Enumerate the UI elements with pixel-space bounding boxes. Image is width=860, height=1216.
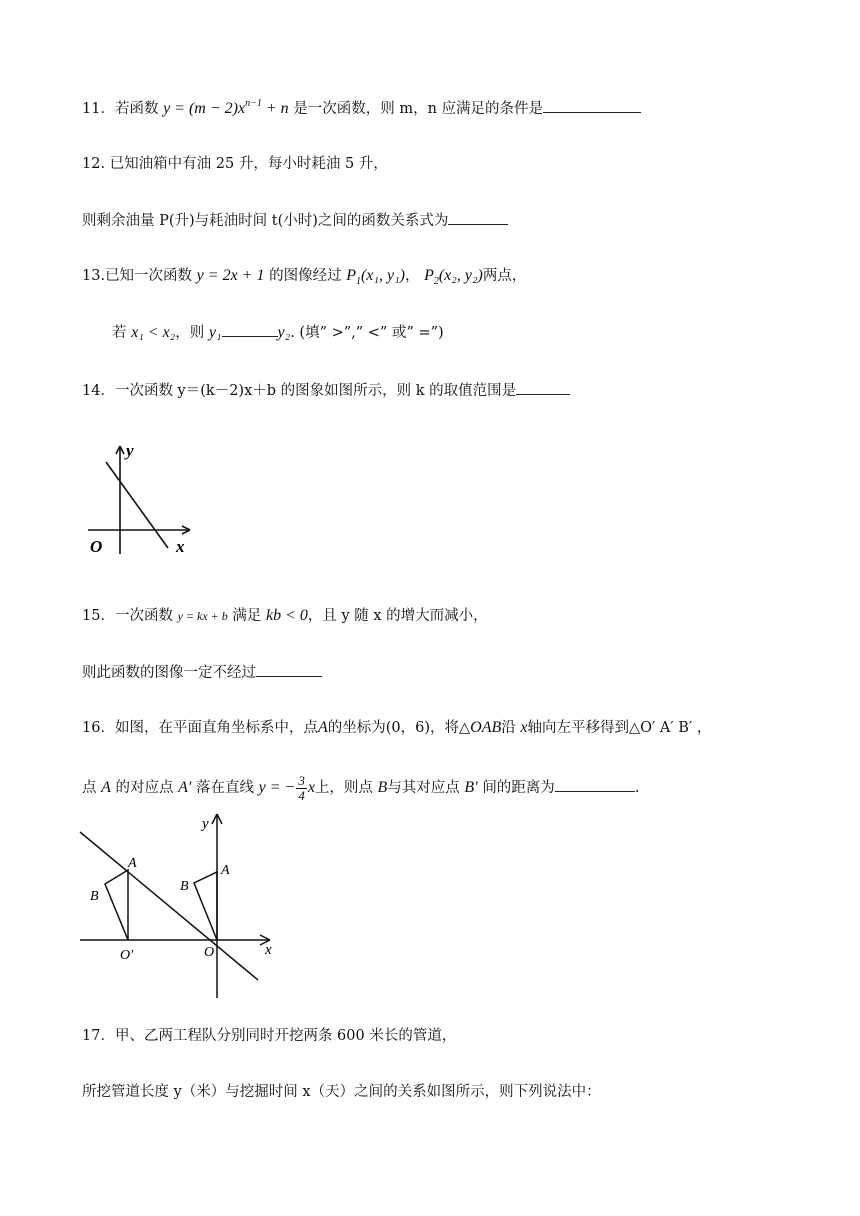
q16-l1-post: 轴向左平移得到△O′ A′ B′ ， <box>527 720 712 736</box>
question-14 <box>82 380 570 401</box>
q11-pre: 若函数 <box>114 101 159 117</box>
q16-l2-mid3: 上，则点 <box>314 780 373 797</box>
fig16-a-label: A <box>221 863 230 878</box>
question-16-line1 <box>82 718 711 738</box>
q15-pre: 一次函数 <box>114 608 173 624</box>
q16-l1-mid: 的坐标为(0，6)，将△ <box>327 720 471 736</box>
q15-number: 15． <box>82 608 115 624</box>
q13-formula: y = 2x + 1 <box>196 267 265 284</box>
question-15-line1 <box>82 606 488 626</box>
fig16-y-label: y <box>202 816 209 832</box>
question-13-line1 <box>82 266 526 292</box>
q13-post: 两点， <box>482 268 527 284</box>
q13-separator: ， <box>404 268 420 284</box>
fig16-line-y-eq-neg34x <box>80 832 258 980</box>
q13-number: 13. <box>82 268 106 284</box>
q15-line2-text: 则此函数的图像一定不经过 <box>82 665 256 681</box>
fig16-origin-label: O <box>204 945 215 960</box>
q16-triangle-oab: OAB <box>470 719 502 736</box>
question-15-line2 <box>82 662 322 683</box>
q16-x: x <box>520 719 528 736</box>
q13-y2: y₂ <box>277 324 291 341</box>
question-13-line2 <box>112 322 444 343</box>
q16-point-a-prime: A′ <box>178 779 192 797</box>
q13-pre: 已知一次函数 <box>105 268 193 284</box>
q16-l2-mid4: 与其对应点 <box>387 780 460 797</box>
question-17-line1: 17．甲、乙两工程队分别同时开挖两条 600 米长的管道， <box>82 1028 457 1044</box>
q13-mid: 的图像经过 <box>269 268 342 284</box>
question-11 <box>82 94 641 119</box>
q16-l1-mid2: 沿 <box>501 720 516 736</box>
fig16-a-prime-label: A <box>128 856 137 871</box>
fig16-x-label: x <box>265 942 272 958</box>
q13-line2-mid: ，则 <box>175 325 205 341</box>
q14-text: 14．一次函数 y＝(k－2)x＋b 的图象如图所示，则 k 的取值范围是 <box>82 383 517 399</box>
q16-l2-post: 间的距离为 <box>482 780 555 797</box>
q13-answer-blank[interactable] <box>222 322 278 337</box>
q16-answer-blank[interactable] <box>555 777 635 792</box>
q15-answer-blank[interactable] <box>256 662 322 677</box>
fig14-x-label: x <box>176 537 185 556</box>
question-12-line1: 12. 已知油箱中有油 25 升，每小时耗油 5 升， <box>82 156 388 172</box>
q16-l2-mid: 的对应点 <box>115 780 174 797</box>
q16-line-formula: y = − $\frac{3}{4}$ x <box>258 773 315 803</box>
question-17-line2: 所挖管道长度 y（米）与挖掘时间 x（天）之间的关系如图所示，则下列说法中： <box>82 1084 601 1100</box>
q11-post: 是一次函数，则 m，n 应满足的条件是 <box>293 101 544 117</box>
q16-point-b: B <box>377 779 388 797</box>
fig16-b-prime-label: B <box>90 889 99 904</box>
q11-formula: $y = (m - 2)x^{n-1} + n$ <box>163 98 289 117</box>
q11-number: 11． <box>82 101 115 117</box>
figure-14-graph <box>86 440 196 560</box>
q16-point-a: A <box>317 719 328 736</box>
q12-answer-blank[interactable] <box>448 210 508 225</box>
q16-point-b-prime: B′ <box>464 779 478 797</box>
q13-line2-post: . (填” >”,” <” 或” =”) <box>290 325 444 341</box>
q16-end: . <box>634 780 640 797</box>
q16-l2-pre: 点 <box>82 780 97 797</box>
q13-point-p2: $P_2(x_2$, y₂) <box>424 267 483 287</box>
fig14-origin-label: O <box>90 537 103 556</box>
q11-answer-blank[interactable] <box>543 98 641 113</box>
q13-point-p1: $P_1(x_1$, y₁) <box>346 267 405 287</box>
fig14-y-label: y <box>126 441 134 460</box>
fig16-o-prime-label: O′ <box>120 948 134 963</box>
question-12-line2 <box>82 210 508 231</box>
fig16-b-label: B <box>180 879 189 894</box>
q16-l2-point-a: A <box>101 779 111 797</box>
q13-line2-pre: 若 <box>112 325 127 341</box>
q14-answer-blank[interactable] <box>516 380 570 395</box>
figure-16-graph <box>80 812 280 1002</box>
q12-text: 则剩余油量 P(升)与耗油时间 t(小时)之间的函数关系式为 <box>82 213 449 229</box>
q16-l2-mid2: 落在直线 <box>196 780 254 797</box>
question-16-line2 <box>82 774 639 803</box>
fig16-triangle-oab-translated <box>105 870 128 940</box>
q15-mid: 满足 <box>232 608 262 624</box>
q15-condition: kb < 0 <box>265 607 308 624</box>
q15-formula: y = kx + b <box>177 609 228 623</box>
q13-condition: x₁ < x₂ <box>131 324 176 341</box>
q16-l1-pre: 16．如图，在平面直角坐标系中，点 <box>82 720 318 736</box>
q13-y1: y₁ <box>208 324 222 341</box>
fig14-function-line <box>106 462 168 548</box>
q15-post: ，且 y 随 x 的增大而减小， <box>307 608 488 624</box>
